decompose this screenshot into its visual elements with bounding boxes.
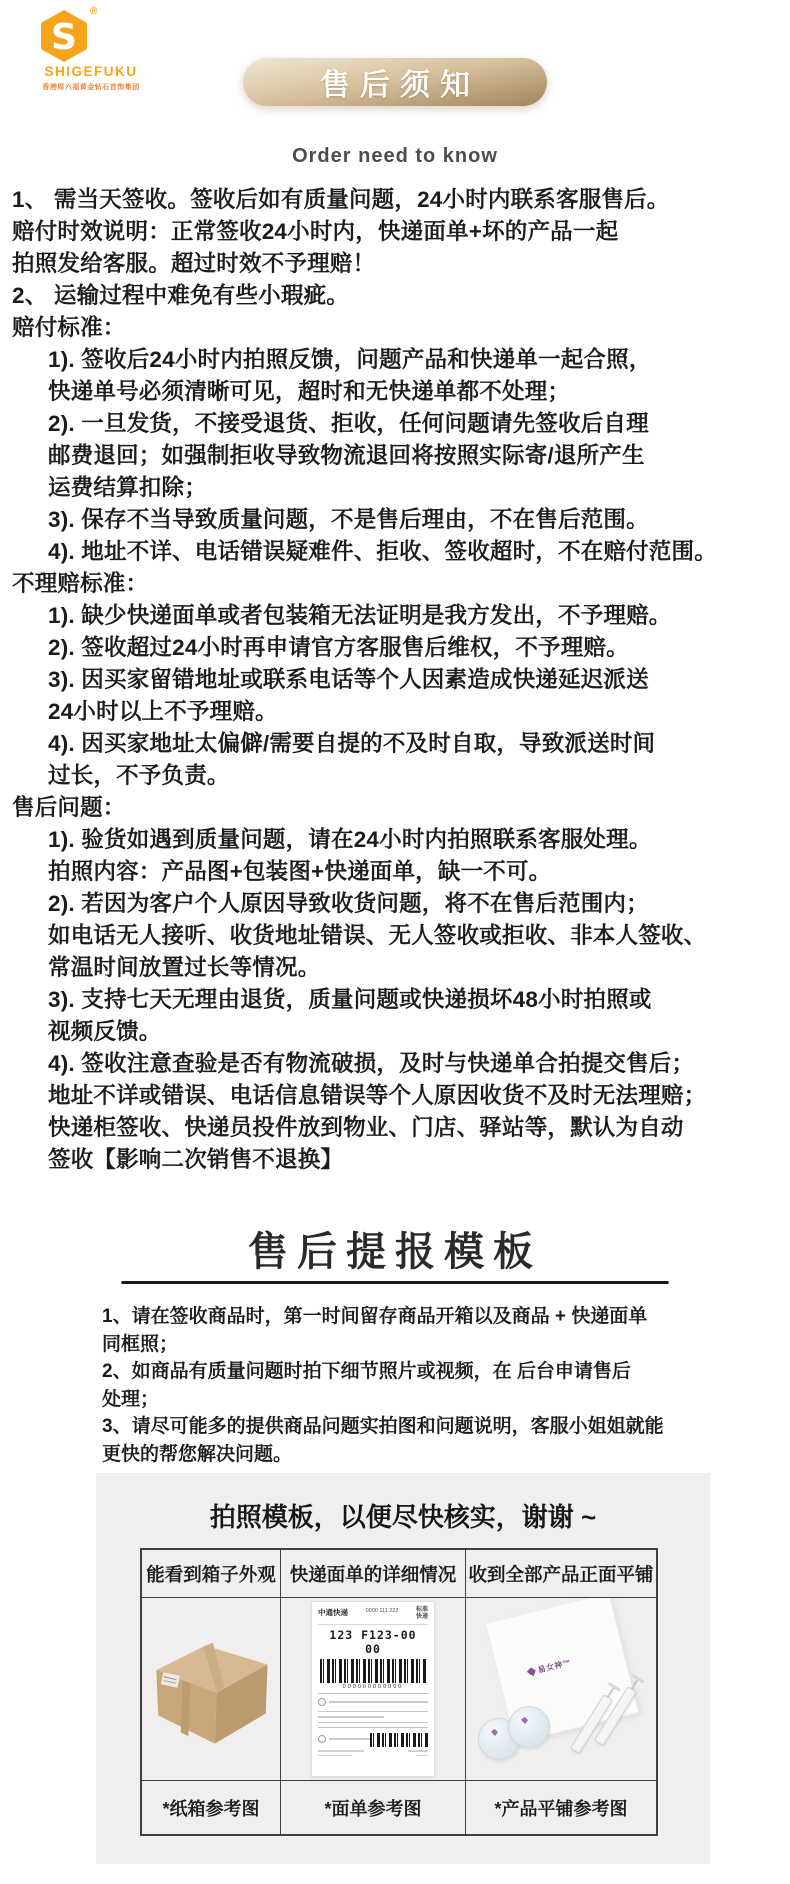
table-header-label: 快递面单的详细情况 [281, 1550, 466, 1598]
caption-product: *产品平铺参考图 [494, 1798, 628, 1819]
text-line: 处理； [102, 1388, 160, 1410]
registered-mark: ® [90, 6, 98, 17]
product-brand-icon [526, 1667, 537, 1678]
text-line: 如电话无人接听、收货地址错误、无人签收或拒收、非本人签收、 [48, 923, 707, 948]
text-line: 3). 保存不当导致质量问题，不是售后理由，不在售后范围。 [48, 507, 649, 532]
svg-text:S: S [51, 17, 77, 58]
caption-box: *纸箱参考图 [142, 1781, 281, 1834]
title-underline [122, 1281, 669, 1284]
text-line: 3). 支持七天无理由退货，质量问题或快递损坏48小时拍照或 [48, 987, 652, 1012]
text-line: 快递单号必须清晰可见，超时和无快递单都不处理； [48, 379, 571, 404]
caption-label: *面单参考图 [281, 1781, 466, 1834]
label-number: 0000 111 222 [365, 1608, 399, 1614]
text-line: 4). 签收注意查验是否有物流破损，及时与快递单合拍提交售后； [48, 1051, 695, 1076]
barcode [320, 1659, 426, 1683]
hexagon-s-logo-icon [36, 8, 92, 64]
text-line: 2). 一旦发货，不接受退货、拒收，任何问题请先签收后自理 [48, 411, 649, 436]
text-line: 售后问题： [12, 795, 126, 820]
text-line: 赔付标准： [12, 315, 126, 340]
page-subtitle: Order need to know [292, 145, 498, 167]
text-line: 拍照发给客服。超过时效不予理赔！ [12, 251, 376, 276]
text-line: 同框照； [102, 1333, 179, 1355]
text-line: 赔付时效说明：正常签收24小时内，快递面单+坏的产品一起 [12, 219, 619, 244]
text-line: 2). 签收超过24小时再申请官方客服售后维权，不予理赔。 [48, 635, 629, 660]
text-line: 1、 需当天签收。签收后如有质量问题，24小时内联系客服售后。 [12, 187, 670, 212]
photo-template-panel [96, 1473, 710, 1864]
text-line: 邮费退回；如强制拒收导致物流退回将按照实际寄/退所产生 [48, 443, 645, 468]
text-line: 签收【影响二次销售不退换】 [48, 1147, 344, 1172]
table-header-box: 能看到箱子外观 [142, 1550, 281, 1598]
report-template-title: 售后提报模板 [248, 1230, 542, 1274]
text-line: 常温时间放置过长等情况。 [48, 955, 321, 980]
text-line: 快递柜签收、快递员投件放到物业、门店、驿站等，默认为自动 [48, 1115, 684, 1140]
text-line: 1). 缺少快递面单或者包装箱无法证明是我方发出，不予理赔。 [48, 603, 672, 628]
carton-box-image-cell [142, 1598, 281, 1781]
brand-name: SHIGEFUKU [44, 64, 138, 79]
text-line: 拍照内容：产品图+包装图+快递面单，缺一不可。 [48, 859, 552, 884]
sort-code: 123 F123-00 00 [329, 1628, 417, 1656]
recipient-section [318, 1693, 428, 1723]
product-flatlay-image-cell [466, 1598, 656, 1781]
text-line: 2、 运输过程中难免有些小瑕疵。 [12, 283, 349, 308]
barcode-digits: 000000000000 [342, 1684, 404, 1690]
text-line: 4). 地址不详、电话错误疑难件、拒收、签收超时，不在赔付范围。 [48, 539, 717, 564]
text-line: 1). 验货如遇到质量问题，请在24小时内拍照联系客服处理。 [48, 827, 652, 852]
title-banner [243, 58, 547, 106]
text-line: 地址不详或错误、电话信息错误等个人原因收货不及时无法理赔； [48, 1083, 707, 1108]
cream-jar [508, 1706, 550, 1748]
text-line: 2、如商品有质量问题时拍下细节照片或视频，在 后台申请售后 [102, 1361, 631, 1382]
cardboard-box-illustration [145, 1630, 277, 1748]
text-line: 3). 因买家留错地址或联系电话等个人因素造成快递延迟派送 [48, 667, 649, 692]
table-header-product: 收到全部产品正面平铺 [466, 1550, 656, 1598]
text-line: 4). 因买家地址太偏僻/需要自提的不及时自取，导致派送时间 [48, 731, 656, 756]
text-line: 过长，不予负责。 [48, 763, 230, 788]
text-line: 3、请尽可能多的提供商品问题实拍图和问题说明，客服小姐姐就能 [102, 1416, 664, 1437]
report-template-steps [102, 1303, 742, 1468]
photo-reference-table [140, 1548, 658, 1836]
shipping-label-illustration [311, 1601, 435, 1777]
service-type: 标准 快递 [415, 1607, 428, 1620]
courier-name: 中通快递 [318, 1608, 348, 1617]
text-line: 2). 若因为客户个人原因导致收货问题，将不在售后范围内； [48, 891, 649, 916]
sender-section [318, 1727, 428, 1756]
text-line: 1). 签收后24小时内拍照反馈，问题产品和快递单一起合照， [48, 347, 652, 372]
page-title: 售后须知 [320, 69, 480, 102]
divider [318, 1624, 428, 1625]
product-brand-name: 易女神™ [536, 1657, 572, 1675]
product-flatlay-illustration [470, 1600, 652, 1778]
text-line: 视频反馈。 [48, 1019, 162, 1044]
text-line: 1、请在签收商品时，第一时间留存商品开箱以及商品 + 快递面单 [102, 1306, 648, 1327]
text-line: 24小时以上不予理赔。 [48, 699, 278, 724]
shipping-label-image-cell [281, 1598, 466, 1781]
text-line: 运费结算扣除； [48, 475, 207, 500]
brand-tagline: 香港周六福黄金钻石首饰集团 [42, 84, 140, 91]
photo-template-heading: 拍照模板，以便尽快核实，谢谢 ~ [209, 1502, 597, 1532]
text-line: 不理赔标准： [12, 571, 149, 596]
notice-text-block [0, 184, 790, 1176]
text-line: 更快的帮您解决问题。 [102, 1443, 293, 1465]
